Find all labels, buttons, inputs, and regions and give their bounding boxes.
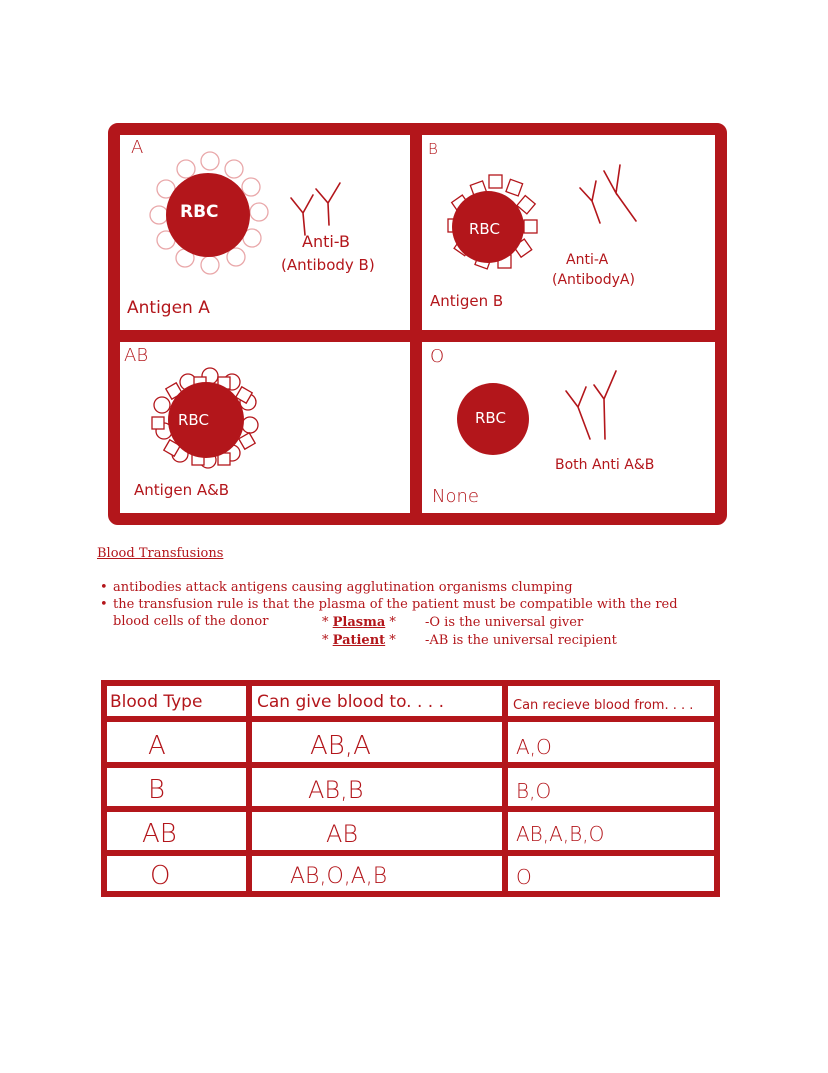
table-cell-type-o: O: [150, 861, 171, 891]
antigen-label-ab: Antigen A&B: [134, 481, 230, 499]
notes-bullet-list: [100, 579, 740, 630]
panel-label-o: O: [430, 346, 445, 367]
table-cell-receive-a: A,O: [516, 735, 552, 759]
antibody-sub-label-a: (Antibody B): [281, 256, 375, 274]
note-sub-plasma: * Plasma *: [322, 615, 396, 630]
table-header-give: Can give blood to. . . .: [257, 692, 445, 712]
rbc-label-b: RBC: [469, 220, 500, 238]
section-title: Blood Transfusions: [97, 546, 224, 561]
panel-label-ab: AB: [124, 345, 149, 366]
table-header-blood-type: Blood Type: [110, 692, 203, 712]
note-bullet: • antibodies attack antigens causing agglutination organisms clumping: [100, 579, 740, 596]
table-cell-type-b: B: [148, 775, 166, 805]
antibody-label-a: Anti-B: [302, 232, 350, 251]
note-sub-patient-value: -AB is the universal recipient: [425, 633, 617, 648]
table-cell-type-a: A: [148, 731, 166, 761]
table-cell-give-b: AB,B: [308, 776, 364, 804]
panel-b-antibody-icon: [580, 165, 636, 223]
rbc-label-ab: RBC: [178, 411, 209, 429]
panel-o-antibody-icon: [566, 371, 616, 439]
table-header-receive: Can recieve blood from. . . .: [513, 697, 694, 713]
antibody-label-o: Both Anti A&B: [555, 457, 655, 473]
note-key-patient: Patient: [332, 633, 386, 648]
panel-label-a: A: [131, 137, 144, 158]
table-cell-type-ab: AB: [142, 819, 177, 849]
antibody-label-b: Anti-A: [566, 252, 609, 268]
note-sub-plasma-value: -O is the universal giver: [425, 615, 584, 630]
diagram-vertical-divider: [410, 129, 422, 519]
table-cell-receive-b: B,O: [516, 779, 552, 803]
diagram-horizontal-divider: [114, 330, 721, 342]
antigen-label-o: None: [432, 486, 479, 507]
table-cell-give-o: AB,O,A,B: [290, 863, 388, 889]
note-key-plasma: Plasma: [332, 615, 386, 630]
panel-label-b: B: [428, 140, 438, 158]
table-cell-give-a: AB,A: [310, 731, 371, 761]
table-cell-give-ab: AB: [326, 820, 359, 848]
table-cell-receive-ab: AB,A,B,O: [516, 822, 605, 846]
antigen-label-a: Antigen A: [127, 298, 210, 318]
rbc-label-o: RBC: [475, 409, 506, 427]
note-sub-patient: * Patient *: [322, 633, 396, 648]
rbc-label-a: RBC: [180, 202, 219, 222]
panel-a-antibody-icon: [291, 183, 340, 235]
note-bullet-text: • the transfusion rule is that the plasma of the patient must be compatible with the red blood cells of the donor: [113, 597, 678, 629]
antibody-sub-label-b: (AntibodyA): [552, 272, 635, 288]
antigen-label-b: Antigen B: [430, 292, 504, 310]
note-bullet: [100, 596, 740, 630]
table-cell-receive-o: O: [516, 865, 532, 889]
